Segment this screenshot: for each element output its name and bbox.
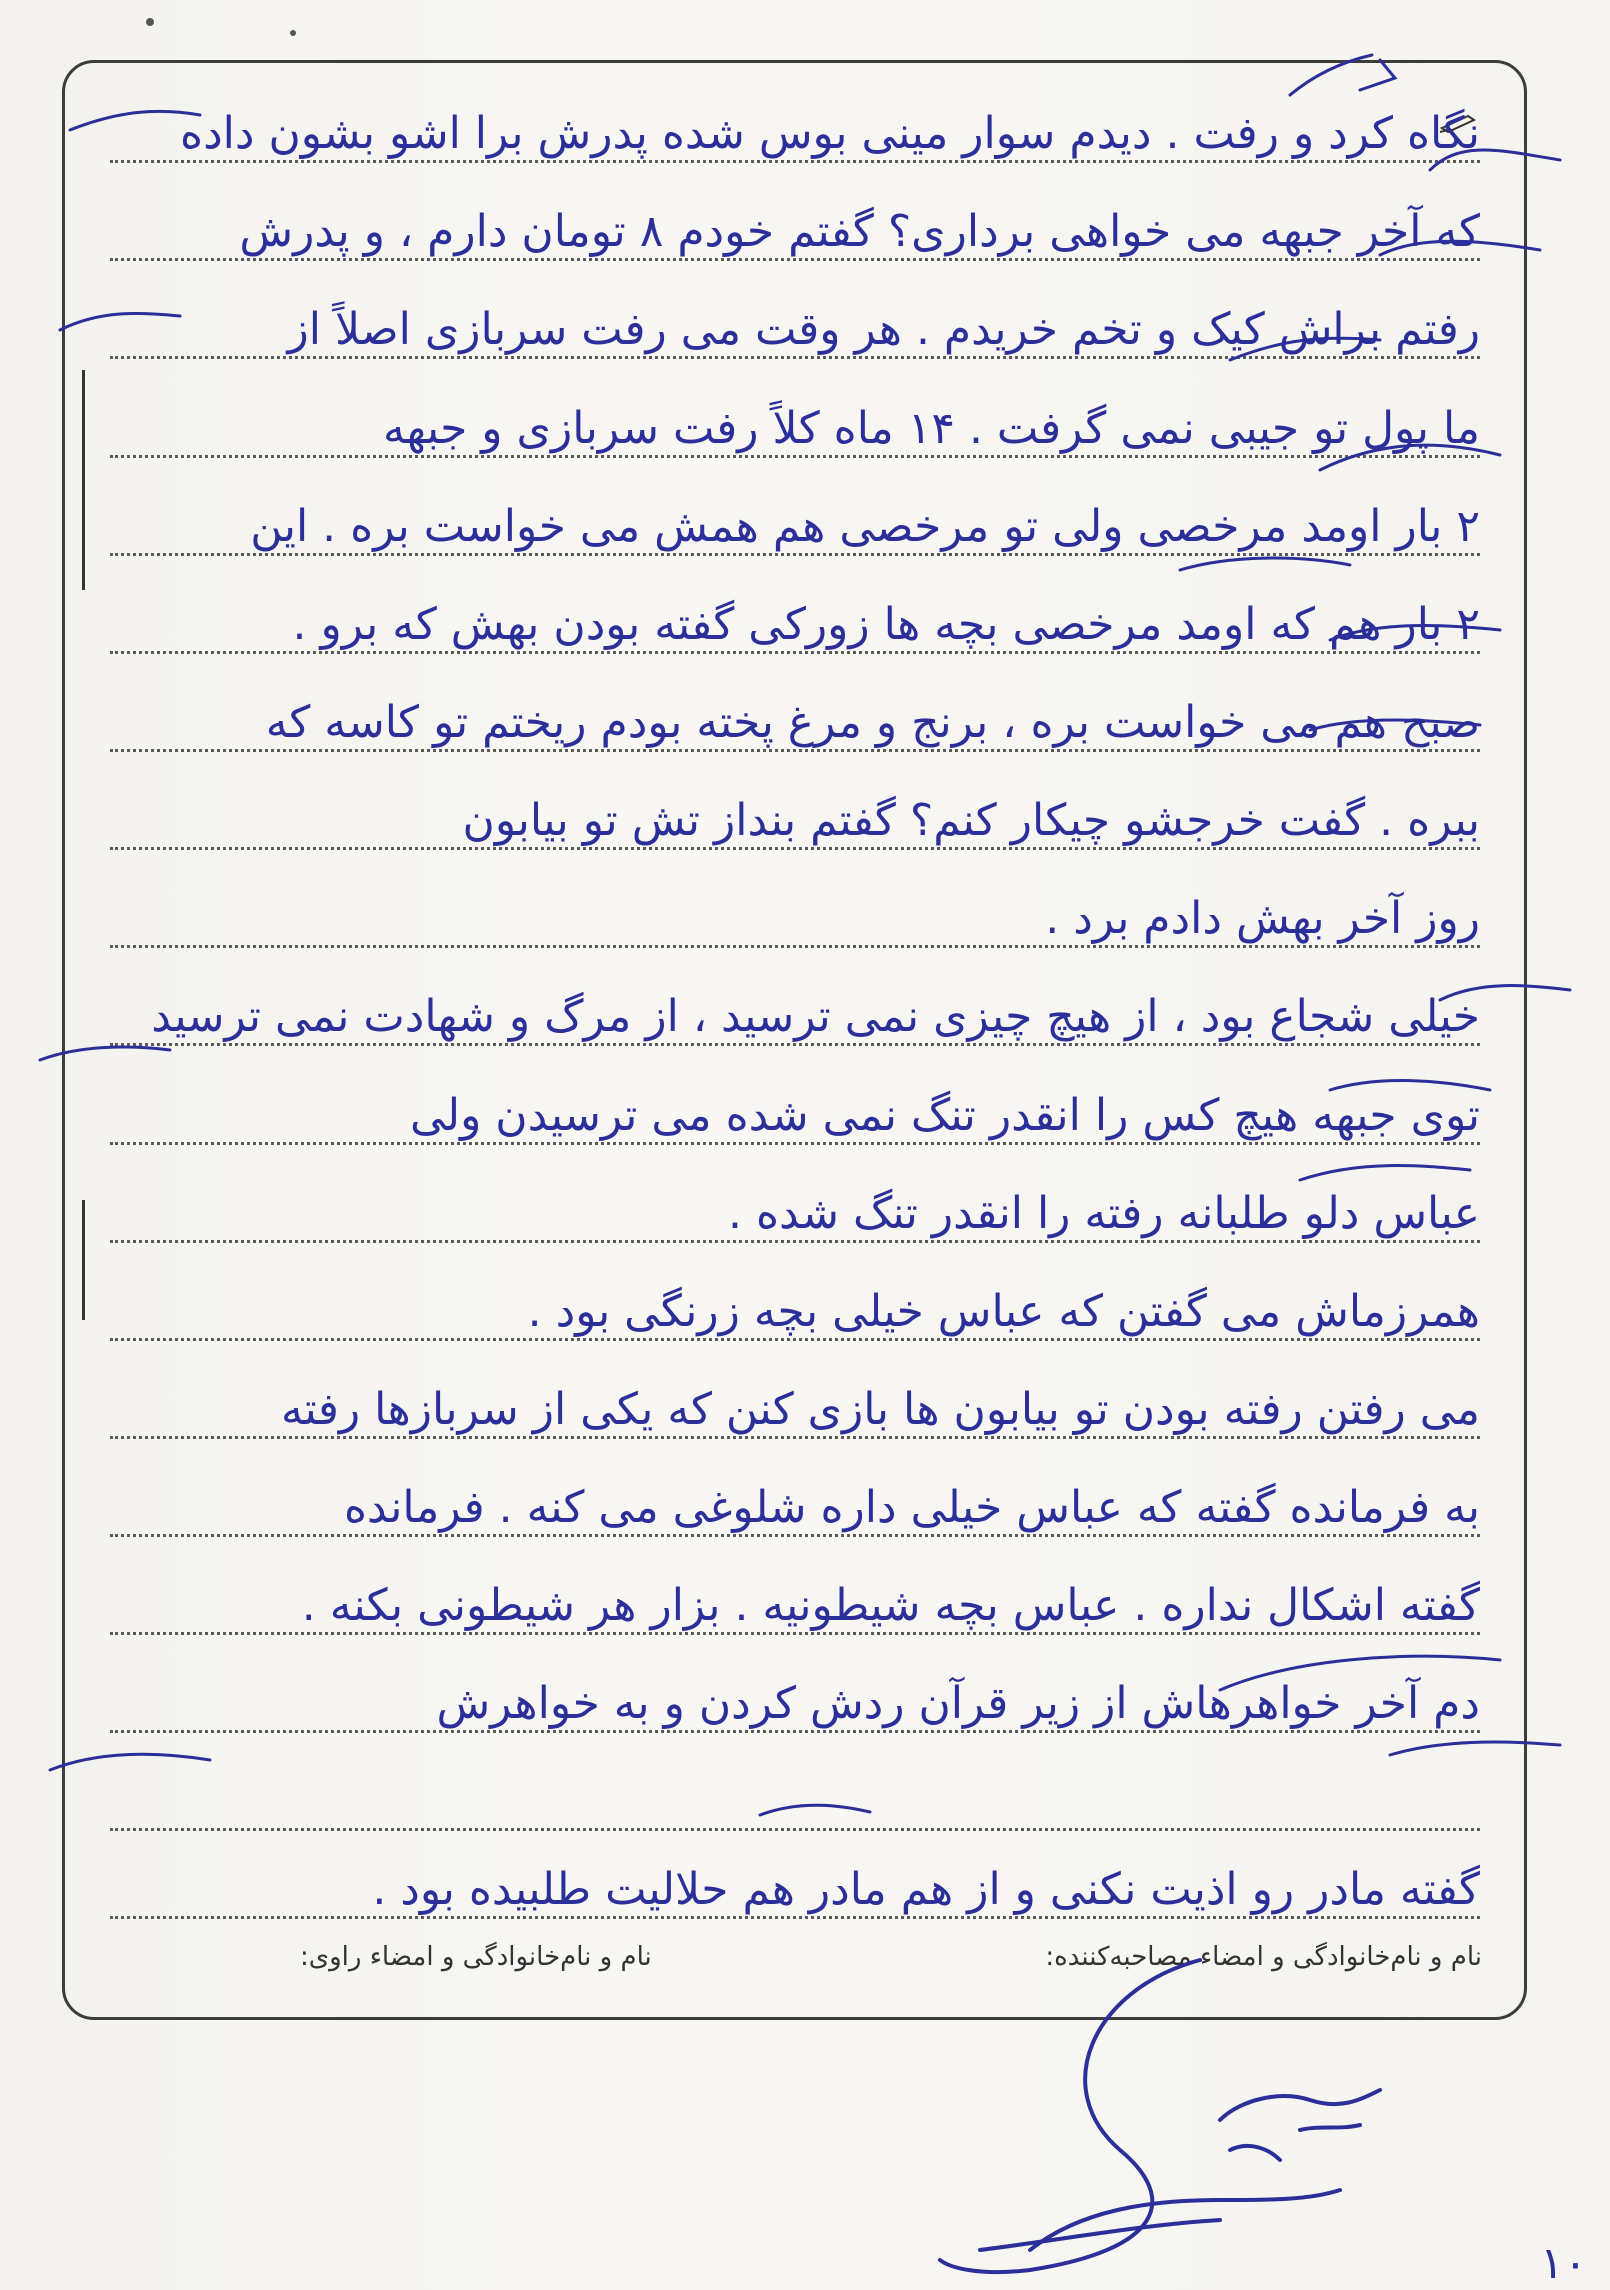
scan-speck [290, 30, 296, 36]
narrator-signature-label: نام و نام‌خانوادگی و امضاء راوی: [300, 1942, 652, 1972]
handwritten-line: ما پول تو جیبی نمی گرفت . ۱۴ ماه کلاً رفت سربازی و جبهه [382, 403, 1480, 454]
ruled-line [110, 1828, 1480, 1831]
handwritten-line: ۲ بار اومد مرخصی ولی تو مرخصی هم همش می خواست بره . این [250, 501, 1480, 552]
handwritten-line: که آخر جبهه می خواهی برداری؟ گفتم خودم ۸ تومان دارم ، و پدرش [239, 206, 1480, 257]
handwritten-line: نگاه کرد و رفت . دیدم سوار مینی بوس شده پدرش برا اشو بشون داده [180, 108, 1480, 159]
handwritten-line: می رفتن رفته بودن تو بیابون ها بازی کنن که یکی از سربازها رفته [280, 1384, 1480, 1435]
handwritten-line: ۲ بار هم که اومد مرخصی بچه ها زورکی گفته بودن بهش که برو . [292, 599, 1480, 650]
handwritten-line: گفته مادر رو اذیت نکنی و از هم مادر هم حلالیت طلبیده بود . [372, 1864, 1480, 1915]
page-number: ۱۰ [1540, 2238, 1588, 2289]
handwritten-line: توی جبهه هیچ کس را انقدر تنگ نمی شده می ترسیدن ولی [409, 1090, 1480, 1141]
handwritten-line: عباس دلو طلبانه رفته را انقدر تنگ شده . [728, 1188, 1480, 1239]
handwritten-line: همرزماش می گفتن که عباس خیلی بچه زرنگی بود . [527, 1286, 1480, 1337]
handwritten-line: صبح هم می خواست بره ، برنج و مرغ پخته بودم ریختم تو کاسه که [265, 697, 1480, 748]
handwritten-line: خیلی شجاع بود ، از هیچ چیزی نمی ترسید ، از مرگ و شهادت نمی ترسید [151, 991, 1480, 1042]
handwritten-line: به فرمانده گفته که عباس خیلی داره شلوغی می کنه . فرمانده [343, 1482, 1480, 1533]
handwritten-line: رفتم براش کیک و تخم خریدم . هر وقت می رفت سربازی اصلاً از [287, 304, 1480, 355]
handwritten-line: ببره . گفت خرجشو چیکار کنم؟ گفتم بنداز تش تو بیابون [462, 795, 1480, 846]
scan-speck [146, 18, 154, 26]
signature [920, 1950, 1400, 2280]
interviewer-signature-label: نام و نام‌خانوادگی و امضاء مصاحبه‌کننده: [1045, 1942, 1482, 1972]
handwritten-line: دم آخر خواهرهاش از زیر قرآن ردش کردن و به خواهرش [436, 1678, 1480, 1729]
handwritten-line: گفته اشکال نداره . عباس بچه شیطونیه . بزار هر شیطونی بکنه . [301, 1580, 1480, 1631]
handwritten-line: روز آخر بهش دادم برد . [1045, 893, 1480, 944]
